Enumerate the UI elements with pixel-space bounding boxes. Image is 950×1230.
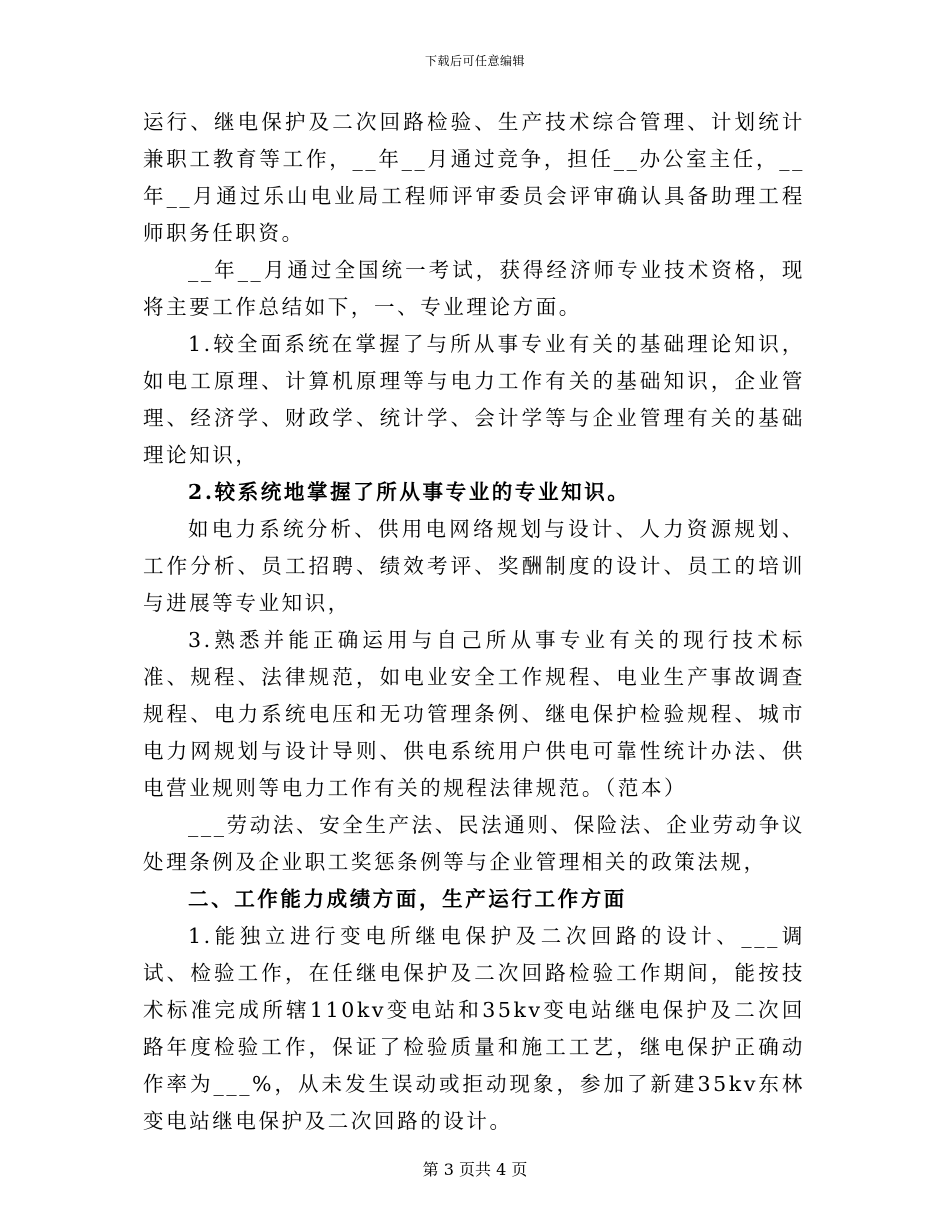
paragraph-ability-1: 1.能独立进行变电所继电保护及二次回路的设计、___调试、检验工作，在任继电保护及二次回路检验工作期间，能按技术标准完成所辖110kv变电站和35kv变电站继电保护及二次回路年度检验工作，保证了检验质量和施工工艺，继电保护正确动作率为___%，从未发生误动或拒动现象，参加了新建35kv东林变电站继电保护及二次回路的设计。: [143, 924, 805, 1133]
paragraph-exam: __年__月通过全国统一考试，获得经济师专业技术资格，现将主要工作总结如下，一、专业理论方面。: [143, 258, 805, 319]
paragraph-theory-2-body: 如电力系统分析、供用电网络规划与设计、人力资源规划、工作分析、员工招聘、绩效考评、奖酬制度的设计、员工的培训与进展等专业知识，: [143, 517, 805, 615]
paragraph-continuation: 运行、继电保护及二次回路检验、生产技术综合管理、计划统计兼职工教育等工作，__年__月通过竞争，担任__办公室主任，__年__月通过乐山电业局工程师评审委员会评审确认具备助理工程师职务任职资。: [143, 110, 805, 245]
page-header: 下载后可任意编辑: [424, 54, 525, 68]
page-footer: 第 3 页共 4 页: [422, 1160, 528, 1179]
section-heading-ability: 二、工作能力成绩方面，生产运行工作方面: [188, 887, 627, 911]
paragraph-theory-1: 1.较全面系统在掌握了与所从事专业有关的基础理论知识，如电工原理、计算机原理等与电力工作有关的基础知识，企业管理、经济学、财政学、统计学、会计学等与企业管理有关的基础理论知识，: [143, 332, 805, 467]
paragraph-theory-3: 3.熟悉并能正确运用与自己所从事专业有关的现行技术标准、规程、法律规范，如电业安全工作规程、电业生产事故调查规程、电力系统电压和无功管理条例、继电保护检验规程、城市电力网规划与设计导则、供电系统用户供电可靠性统计办法、供电营业规则等电力工作有关的规程法律规范。（范本）: [143, 628, 805, 800]
document-body: [143, 104, 805, 1140]
paragraph-laws: ___劳动法、安全生产法、民法通则、保险法、企业劳动争议处理条例及企业职工奖惩条例等与企业管理相关的政策法规，: [143, 813, 805, 874]
paragraph-theory-2-heading: 2.较系统地掌握了所从事专业的专业知识。: [188, 480, 631, 504]
